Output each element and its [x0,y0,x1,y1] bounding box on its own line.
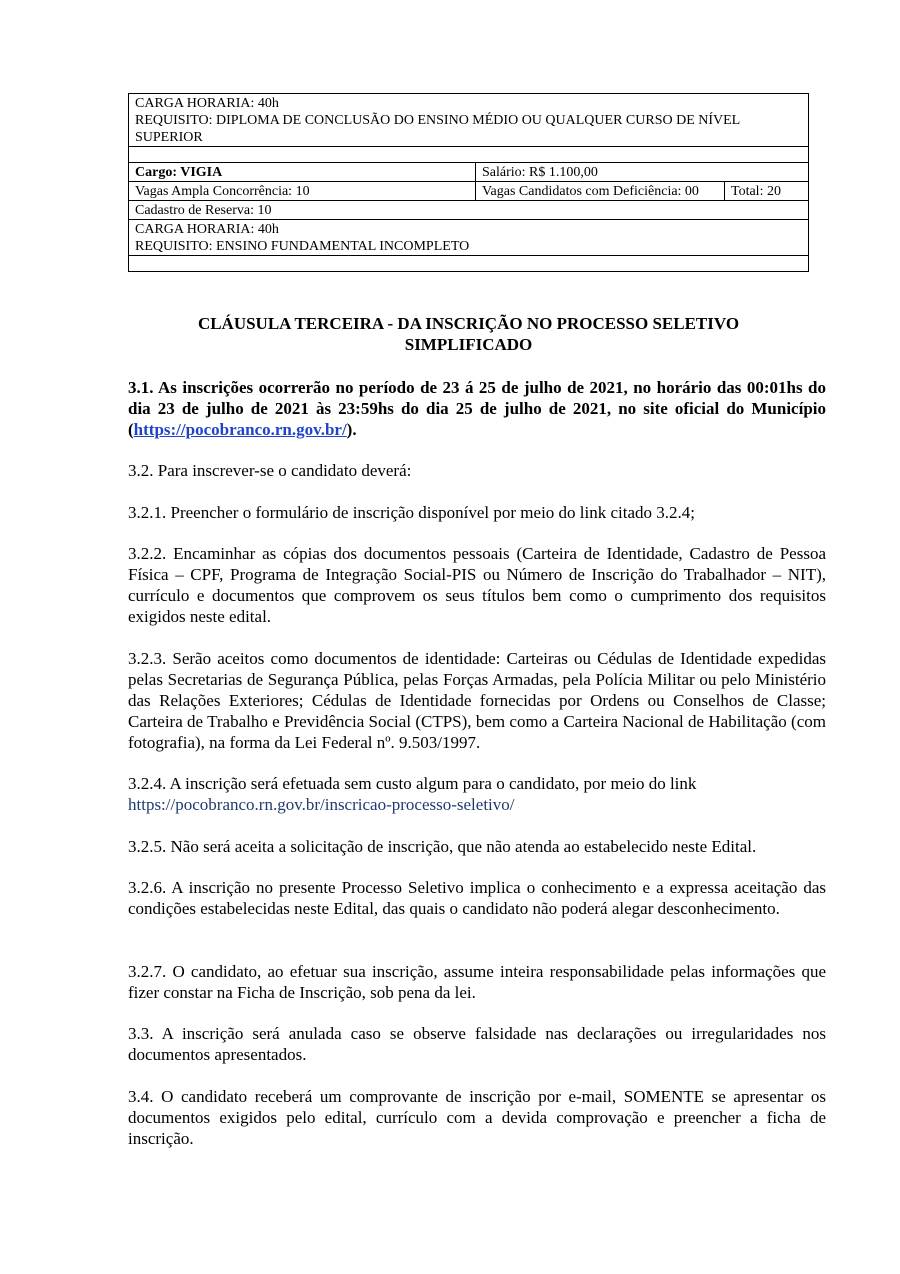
paragraph-3-2-4 [128,773,826,815]
job-positions-table [128,93,809,272]
paragraph-3-2-2: 3.2.2. Encaminhar as cópias dos documentos pessoais (Carteira de Identidade, Cadastro de Pessoa Física – CPF, Programa de Integração Social-PIS ou Número de Inscrição do Trabalhador – NIT), currículo e documentos que comprovem os seus títulos bem como o cumprimento dos requisitos exigidos neste edital. [128,544,826,626]
table-cell-text: REQUISITO: ENSINO FUNDAMENTAL INCOMPLETO [135,239,470,254]
table-cell-empty [129,147,809,163]
table-cell-cadastro: Cadastro de Reserva: 10 [129,201,809,220]
paragraph-3-2-5: 3.2.5. Não será aceita a solicitação de inscrição, que não atenda ao estabelecido neste Edital. [128,837,757,856]
inscription-url[interactable]: https://pocobranco.rn.gov.br/inscricao-processo-seletivo/ [128,795,515,814]
table-row [129,201,809,220]
table-cell-text: CARGA HORARIA: 40h [135,96,279,111]
table-cell-vagas-deficiencia: Vagas Candidatos com Deficiência: 00 [476,182,725,201]
paragraph-3-3: 3.3. A inscrição será anulada caso se observe falsidade nas declarações ou irregularidades nos documentos apresentados. [128,1024,826,1064]
paragraph-3-2-6: 3.2.6. A inscrição no presente Processo Seletivo implica o conhecimento e a expressa aceitação das condições estabelecidas neste Edital, das quais o candidato não poderá alegar desconhecimento. [128,878,826,918]
table-row [129,147,809,163]
paragraph-text: ). [346,420,357,439]
paragraph-3-2: 3.2. Para inscrever-se o candidato deverá: [128,461,412,480]
table-cell-empty [129,256,809,272]
table-cell-salario: Salário: R$ 1.100,00 [476,163,809,182]
table-cell-total: Total: 20 [725,182,809,201]
heading-line: SIMPLIFICADO [404,335,533,354]
paragraph-3-2-1: 3.2.1. Preencher o formulário de inscrição disponível por meio do link citado 3.2.4; [128,503,696,522]
section-heading [128,313,809,355]
paragraph-text: 3.1. As inscrições ocorrerão no período de 23 á 25 de julho de 2021, no horário das 00:01hs do dia 23 de julho de 2021 às 23:59hs do dia 25 de julho de 2021, no site oficial do Município ( [128,378,826,439]
paragraph-3-1 [128,377,826,440]
table-cell-vagas-ampla: Vagas Ampla Concorrência: 10 [129,182,476,201]
paragraph-3-2-3: 3.2.3. Serão aceitos como documentos de identidade: Carteiras ou Cédulas de Identidade expedidas pelas Secretarias de Segurança Pública, pelas Forças Armadas, pela Polícia Militar ou pelo Ministério das Relações Exteriores; Cédulas de Identidade fornecidas por Ordens ou Conselhos de Classe; Carteira de Trabalho e Previdência Social (CTPS), bem como a Carteira Nacional de Habilitação (com fotografia), na forma da Lei Federal nº. 9.503/1997. [128,649,826,752]
table-row [129,163,809,182]
heading-line: CLÁUSULA TERCEIRA - DA INSCRIÇÃO NO PROCESSO SELETIVO [197,314,740,333]
table-row [129,94,809,147]
table-cell-requirements [129,220,809,256]
paragraph-text: 3.2.4. A inscrição será efetuada sem custo algum para o candidato, por meio do link [128,774,697,793]
table-row [129,182,809,201]
table-cell-text: CARGA HORARIA: 40h [135,222,279,237]
table-row [129,256,809,272]
table-cell-cargo: Cargo: VIGIA [129,163,476,182]
paragraph-3-2-7: 3.2.7. O candidato, ao efetuar sua inscrição, assume inteira responsabilidade pelas informações que fizer constar na Ficha de Inscrição, sob pena da lei. [128,962,826,1002]
municipal-site-link[interactable]: https://pocobranco.rn.gov.br/ [133,420,347,439]
table-row [129,220,809,256]
table-cell-requirements-previous [129,94,809,147]
table-cell-text: REQUISITO: DIPLOMA DE CONCLUSÃO DO ENSINO MÉDIO OU QUALQUER CURSO DE NÍVEL SUPERIOR [135,113,740,145]
paragraph-3-4: 3.4. O candidato receberá um comprovante de inscrição por e-mail, SOMENTE se apresentar os documentos exigidos pelo edital, currículo com a devida comprovação e preencher a ficha de inscrição. [128,1087,826,1148]
